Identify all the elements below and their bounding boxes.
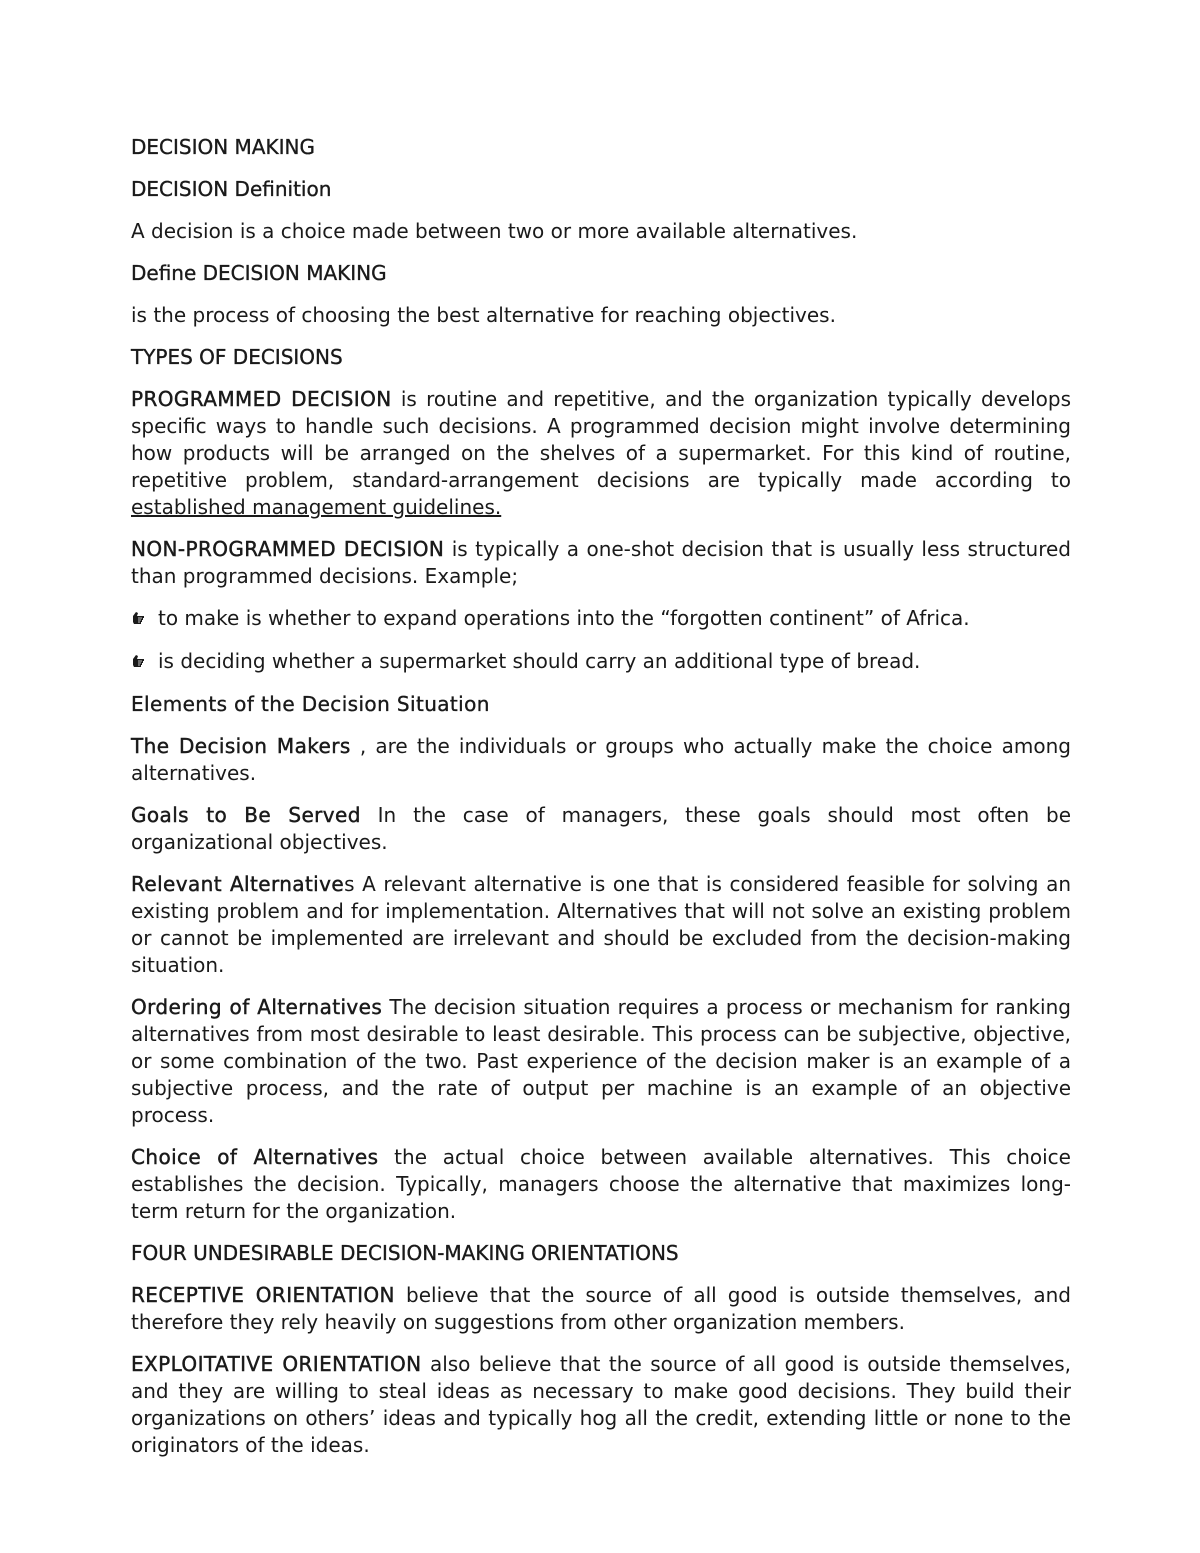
- receptive-orientation-paragraph: [131, 1282, 1071, 1336]
- exploitative-orientation-paragraph: [131, 1351, 1071, 1459]
- definition-text: A decision is a choice made between two or more available alternatives.: [131, 219, 858, 243]
- programmed-decision-term: PROGRAMMED DECISION: [131, 387, 392, 411]
- management-guidelines-link: established management guidelines.: [131, 495, 502, 519]
- non-programmed-decision-paragraph: [131, 536, 1071, 590]
- non-programmed-decision-term: NON-PROGRAMMED DECISION: [131, 537, 445, 561]
- hand-pointer-icon: [131, 606, 158, 633]
- document-title: DECISION MAKING: [131, 135, 315, 159]
- goals-term: Goals to Be Served: [131, 803, 361, 827]
- non-programmed-decision-text: is typically a one-shot decision that is usually less structured than programmed decisions. Example;: [131, 537, 1072, 588]
- goals-paragraph: [131, 802, 1071, 856]
- define-making-heading: Define DECISION MAKING: [131, 261, 387, 285]
- example-text: to make is whether to expand operations into the “forgotten continent” of Africa.: [158, 606, 970, 630]
- choice-alternatives-term: Choice of Alternatives: [131, 1145, 379, 1169]
- exploitative-orientation-text: also believe that the source of all good is outside themselves, and they are willing to steal ideas as necessary to make good decisions. They build their organizations on others’ ideas and typically hog all the credit, extending little or none to the originators of the ideas.: [131, 1352, 1071, 1457]
- programmed-decision-text: is routine and repetitive, and the organization typically develops specific ways to handle such decisions. A programmed decision might involve determining how products will be arranged on the shelves of a supermarket. For this kind of routine, repetitive problem, standard-arrangement decisions are typically made according to: [131, 387, 1071, 492]
- choice-alternatives-paragraph: [131, 1144, 1071, 1225]
- relevant-alternatives-paragraph: [131, 871, 1071, 979]
- example-list-item: [131, 648, 1071, 676]
- decision-makers-text: , are the individuals or groups who actually make the choice among alternatives.: [131, 734, 1071, 785]
- receptive-orientation-text: believe that the source of all good is outside themselves, and therefore they rely heavily on suggestions from other organization members.: [131, 1283, 1071, 1334]
- orientations-heading: FOUR UNDESIRABLE DECISION-MAKING ORIENTATIONS: [131, 1241, 679, 1265]
- example-list-item: [131, 605, 1071, 633]
- example-text: is deciding whether a supermarket should carry an additional type of bread.: [158, 649, 921, 673]
- receptive-orientation-term: RECEPTIVE ORIENTATION: [131, 1283, 395, 1307]
- define-making-text: is the process of choosing the best alternative for reaching objectives.: [131, 303, 836, 327]
- definition-heading: DECISION Definition: [131, 177, 332, 201]
- choice-alternatives-text: the actual choice between available alternatives. This choice establishes the decision. Typically, managers choose the alternative that maximizes long-term return for the organization.: [131, 1145, 1071, 1223]
- relevant-alternatives-text: A relevant alternative is one that is considered feasible for solving an existing problem and for implementation. Alternatives that will not solve an existing problem or cannot be implemented are irrelevant and should be excluded from the decision-making situation.: [131, 872, 1072, 977]
- ordering-alternatives-paragraph: [131, 994, 1071, 1129]
- ordering-alternatives-term: Ordering of Alternatives: [131, 995, 383, 1019]
- goals-text: In the case of managers, these goals should most often be organizational objectives.: [131, 803, 1071, 854]
- types-heading: TYPES OF DECISIONS: [131, 345, 343, 369]
- decision-makers-paragraph: [131, 733, 1071, 787]
- ordering-alternatives-text: The decision situation requires a process or mechanism for ranking alternatives from most desirable to least desirable. This process can be subjective, objective, or some combination of the two. Past experience of the decision maker is an example of a subjective process, and the rate of output per machine is an example of an objective process.: [131, 995, 1071, 1127]
- decision-makers-term: The Decision Makers: [131, 734, 351, 758]
- programmed-decision-paragraph: [131, 386, 1071, 521]
- elements-heading: Elements of the Decision Situation: [131, 692, 490, 716]
- hand-pointer-icon: [131, 649, 158, 676]
- exploitative-orientation-term: EXPLOITATIVE ORIENTATION: [131, 1352, 422, 1376]
- document-page: [131, 134, 1071, 1474]
- relevant-alternatives-term-suffix: s: [344, 872, 355, 896]
- relevant-alternatives-term: Relevant Alternative: [131, 872, 345, 896]
